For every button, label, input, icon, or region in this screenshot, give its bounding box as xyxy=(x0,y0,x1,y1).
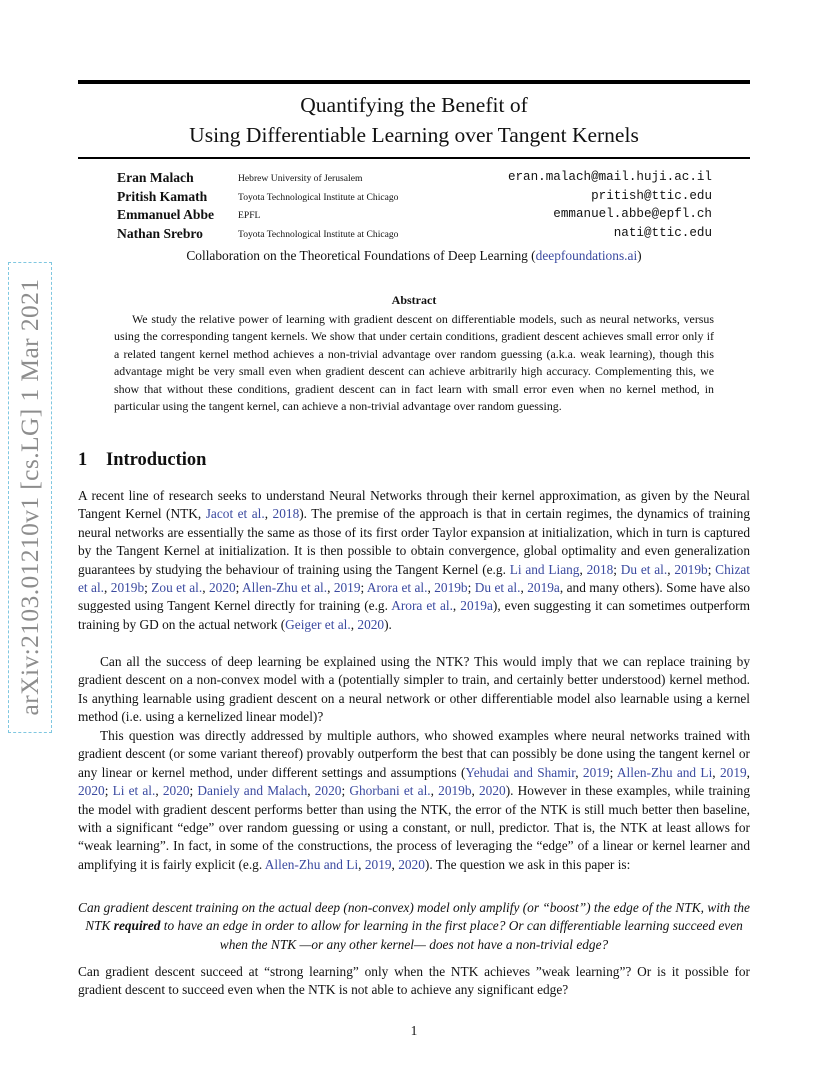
author-block xyxy=(117,170,712,244)
citation-link[interactable]: 2018 xyxy=(272,506,300,522)
body-text: ; xyxy=(104,783,113,799)
body-text: This question was directly addressed by multiple authors, who showed examples where neural networks trained with gradient descent (or some variant thereof) provably outperform the best that can possibly be done using the tangent kernel or any linear or kernel method, under different settings and assumptions ( xyxy=(78,728,750,780)
citation-link[interactable]: Daniely and Malach xyxy=(197,783,308,799)
citation-link[interactable]: Zou et al. xyxy=(151,580,203,596)
author-name: Nathan Srebro xyxy=(117,225,203,241)
citation-link[interactable]: 2020 xyxy=(314,783,342,799)
section-number: 1 xyxy=(78,450,88,470)
body-text: ), even suggesting it can sometimes outperform training by GD on the actual network ( xyxy=(78,598,750,632)
author-email[interactable]: eran.malach@mail.huji.ac.il xyxy=(507,170,712,184)
citation-link[interactable]: Du et al. xyxy=(474,580,521,596)
intro-paragraph-2 xyxy=(78,653,750,727)
body-text: , xyxy=(391,856,399,872)
emphasis-text: required xyxy=(113,918,161,934)
body-text: , xyxy=(452,598,461,614)
author-name: Emmanuel Abbe xyxy=(117,207,215,222)
citation-link[interactable]: 2019a xyxy=(460,598,493,614)
body-text: , xyxy=(202,580,209,596)
body-text: Can gradient descent training on the actual deep (non-convex) model only amplify (or “boost”) the edge of the NTK, with the NTK xyxy=(78,900,750,934)
body-text: , xyxy=(358,856,365,872)
body-text: ). The question we ask in this paper is: xyxy=(424,856,631,872)
body-text: ; xyxy=(707,561,716,577)
author-email[interactable]: pritish@ttic.edu xyxy=(591,188,712,203)
body-text: , xyxy=(471,783,479,799)
author-row xyxy=(117,226,712,245)
section-title: Introduction xyxy=(106,450,207,470)
citation-link[interactable]: 2019 xyxy=(364,856,392,872)
author-affiliation: EPFL xyxy=(238,210,261,221)
citation-link[interactable]: 2020 xyxy=(479,783,506,799)
body-text: ; xyxy=(235,580,243,596)
citation-link[interactable]: 2018 xyxy=(586,561,614,577)
citation-link[interactable]: 2019b xyxy=(674,561,708,577)
paper-title xyxy=(78,90,750,150)
citation-link[interactable]: Yehudai and Shamir xyxy=(465,764,576,780)
citation-link[interactable]: 2020 xyxy=(162,783,190,799)
citation-link[interactable]: Allen-Zhu and Li xyxy=(264,856,359,872)
intro-paragraph-3 xyxy=(78,727,750,874)
body-text: ; xyxy=(144,580,152,596)
abstract-heading: Abstract xyxy=(391,293,437,307)
author-affiliation: Hebrew University of Jerusalem xyxy=(238,173,363,184)
intro-paragraph-1 xyxy=(78,487,750,634)
body-text: ; xyxy=(189,783,198,799)
arxiv-stamp[interactable]: arXiv:2103.01210v1 [cs.LG] 1 Mar 2021 xyxy=(15,278,44,716)
citation-link[interactable]: 2019 xyxy=(582,764,610,780)
body-text: , xyxy=(746,764,751,780)
body-text: A recent line of research seeks to understand Neural Networks through their kernel approximation, as given by the Neural Tangent Kernel (NTK, xyxy=(78,488,750,522)
body-text: , xyxy=(264,506,273,522)
collaboration-note xyxy=(78,248,750,264)
citation-link[interactable]: 2019b xyxy=(434,580,468,596)
body-text: , xyxy=(667,561,675,577)
body-text: , xyxy=(575,764,583,780)
citation-link[interactable]: Chizat et al. xyxy=(78,561,751,596)
body-text: ; xyxy=(467,580,475,596)
research-question xyxy=(78,899,750,954)
author-name: Eran Malach xyxy=(117,170,194,185)
citation-link[interactable]: 2020 xyxy=(208,580,236,596)
body-text: Can gradient descent succeed at “strong learning” only when the NTK achieves ”weak learning”? Or is it possible for gradient descent to succeed even when the NTK is not able to achieve any significant edge? xyxy=(78,964,750,998)
citation-link[interactable]: Li and Liang xyxy=(509,561,580,577)
title-top-rule xyxy=(78,80,750,84)
body-text: , xyxy=(520,580,528,596)
body-text: , xyxy=(307,783,315,799)
citation-link[interactable]: Allen-Zhu and Li xyxy=(616,764,713,780)
intro-paragraph-4 xyxy=(78,963,750,1000)
citation-link[interactable]: Ghorbani et al. xyxy=(349,783,431,799)
title-bottom-rule xyxy=(78,157,750,159)
body-text: ). However in these examples, while training the model with gradient descent performs better than using the NTK, the error of the NTK is still much better then baseline, with a significant “edge” over random guessing or using a constant, or null, predictor. That is, the NTK at least allows for “weak learning”. In fact, in some of the constructions, the process of leveraging the “edge” of a linear or kernel learner and amplifying it is fairly explicit (e.g. xyxy=(78,783,751,872)
citation-link[interactable]: Li et al. xyxy=(112,783,156,799)
citation-link[interactable]: Allen-Zhu et al. xyxy=(242,580,328,596)
author-row xyxy=(117,170,712,189)
citation-link[interactable]: 2020 xyxy=(398,856,425,872)
author-name: Pritish Kamath xyxy=(117,188,208,204)
citation-link[interactable]: Du et al. xyxy=(620,561,668,577)
collaboration-link[interactable]: deepfoundations.ai xyxy=(535,248,638,263)
citation-link[interactable]: Jacot et al. xyxy=(205,506,265,522)
title-line-2: Using Differentiable Learning over Tangent Kernels xyxy=(189,123,639,147)
collaboration-close: ) xyxy=(637,248,642,263)
body-text: Can all the success of deep learning be explained using the NTK? This would imply that we can replace training by gradient descent on a non-convex model with a (potentially simpler to train, and certainly better understood) kernel method. Is anything learnable using gradient descent on a neural network or other differentiable model also learnable using a kernel method (i.e. using a kernelized linear model)? xyxy=(78,654,750,725)
section-heading xyxy=(78,450,206,471)
citation-link[interactable]: 2019b xyxy=(438,783,472,799)
citation-link[interactable]: 2019a xyxy=(527,580,560,596)
body-text: , xyxy=(430,783,439,799)
title-line-1: Quantifying the Benefit of xyxy=(300,93,528,117)
author-affiliation: Toyota Technological Institute at Chicago xyxy=(238,191,399,203)
body-text: ; xyxy=(613,561,621,577)
citation-link[interactable]: 2020 xyxy=(357,616,385,632)
body-text: , xyxy=(579,561,587,577)
body-text: , xyxy=(350,616,358,632)
body-text: , xyxy=(327,580,334,596)
body-text: , and many others). Some have also suggested using Tangent Kernel directly for training (e.g. xyxy=(78,580,751,614)
body-text: , xyxy=(104,580,111,596)
body-text: , xyxy=(712,764,720,780)
body-text: , xyxy=(427,580,435,596)
citation-link[interactable]: Arora et al. xyxy=(366,580,428,596)
author-email[interactable]: emmanuel.abbe@epfl.ch xyxy=(553,207,712,221)
body-text: ; xyxy=(360,580,367,596)
citation-link[interactable]: Arora et al. xyxy=(391,598,453,614)
body-text: , xyxy=(155,783,163,799)
body-text: ). xyxy=(384,616,392,632)
author-row xyxy=(117,207,712,226)
body-text: ). The premise of the approach is that in certain regimes, the dynamics of training neural networks are essentially the same as those of its first order Taylor expansion at initialization, which in turn is captured by the Tangent Kernel at initialization. It is then possible to obtain convergence, global optimality and even generalization guarantees by studying the behaviour of training using the Tangent Kernel (e.g. xyxy=(78,506,751,577)
author-affiliation: Toyota Technological Institute at Chicago xyxy=(238,228,399,240)
author-email[interactable]: nati@ttic.edu xyxy=(613,225,712,240)
author-row xyxy=(117,189,712,208)
body-text: to have an edge in order to allow for learning in the first place? Or can differentiable learning succeed even when the NTK —or any other kernel— does not have a non-trivial edge? xyxy=(160,918,743,952)
citation-link[interactable]: 2020 xyxy=(78,783,105,799)
abstract-body: We study the relative power of learning with gradient descent on differentiable models, such as neural networks, versus using the corresponding tangent kernels. We show that under certain conditions, gradient descent achieves small error only if a related tangent kernel method achieves a non-trivial advantage over random guessing (a.k.a. weak learning), though this advantage might be very small even when gradient descent can achieve arbitrarily high accuracy. Complementing this, we show that without these conditions, gradient descent can in fact learn with small error even when no kernel method, in particular using the tangent kernel, can achieve a non-trivial advantage over random guessing. xyxy=(114,312,714,414)
citation-link[interactable]: 2019 xyxy=(333,580,361,596)
page-number: 1 xyxy=(410,1023,418,1038)
collaboration-text: Collaboration on the Theoretical Foundations of Deep Learning ( xyxy=(186,248,536,263)
citation-link[interactable]: 2019b xyxy=(110,580,145,596)
body-text: ; xyxy=(341,783,350,799)
body-text: ; xyxy=(609,764,617,780)
citation-link[interactable]: Geiger et al. xyxy=(285,616,351,632)
citation-link[interactable]: 2019 xyxy=(719,764,747,780)
